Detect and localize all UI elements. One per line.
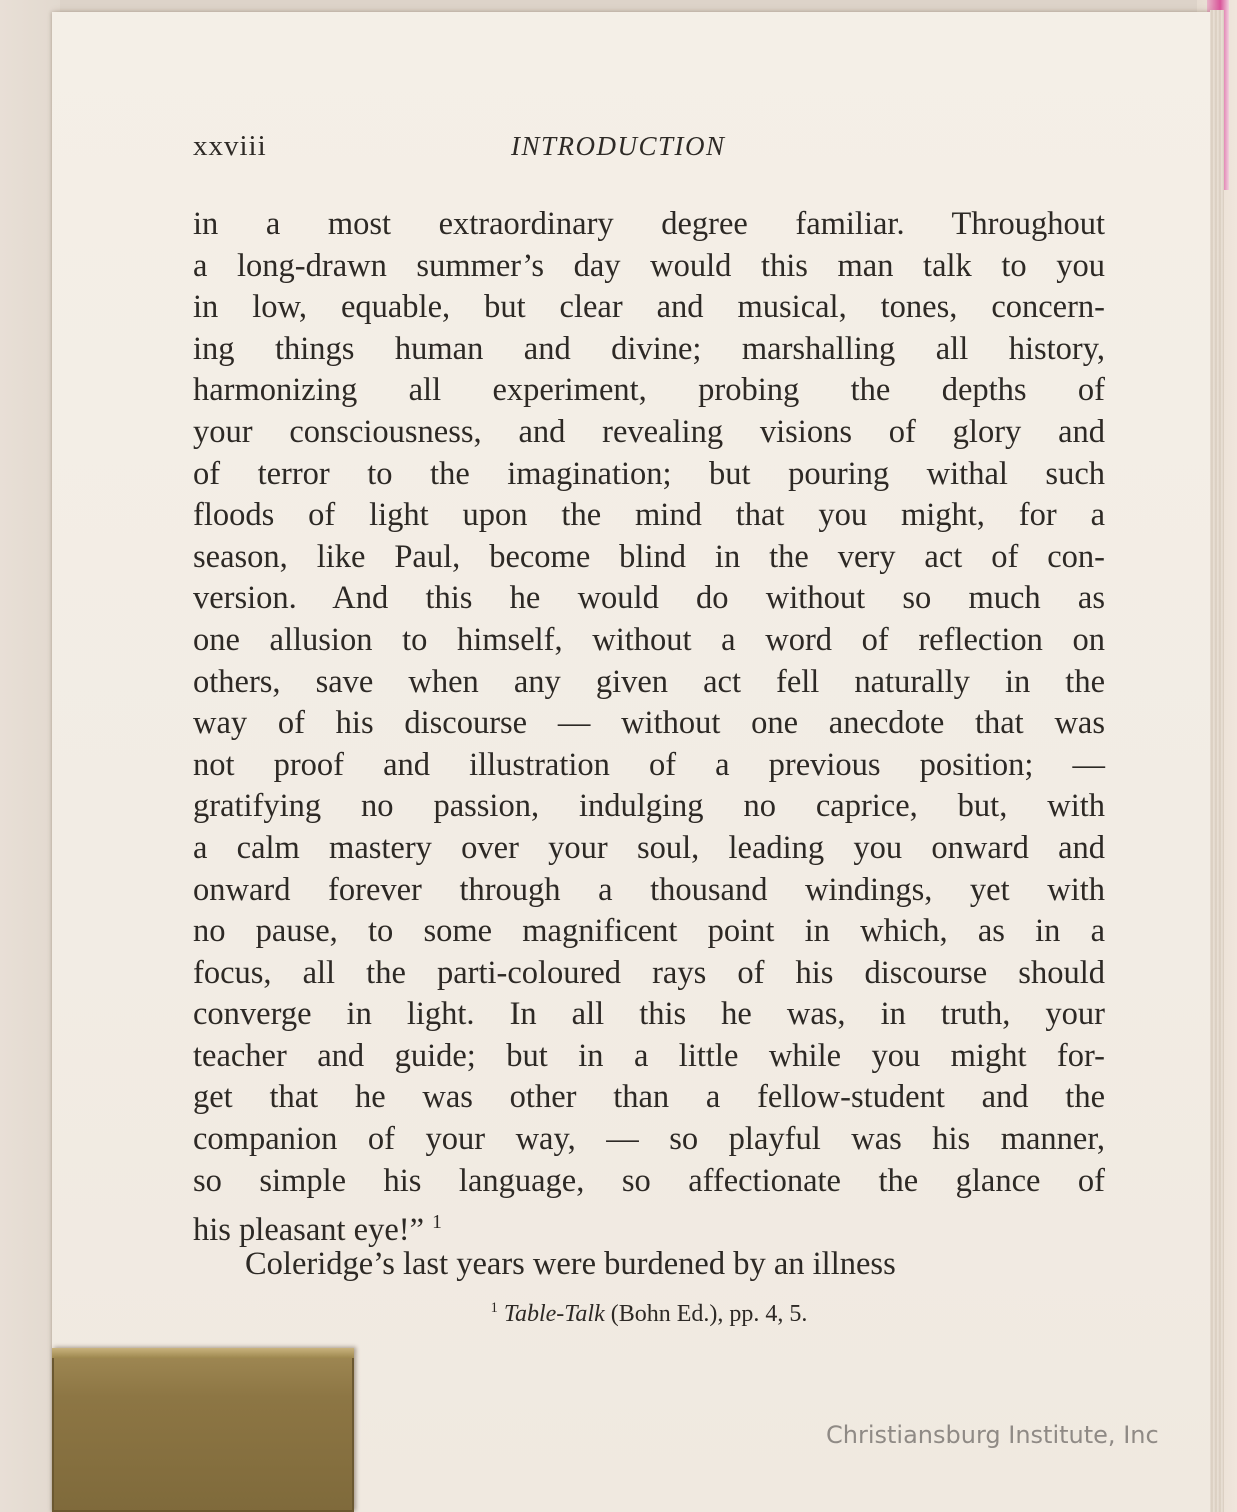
text-line: in low, equable, but clear and musical, tones, concern- — [193, 289, 1105, 326]
text-line: season, like Paul, become blind in the very act of con- — [193, 538, 1105, 575]
text-line: get that he was other than a fellow-student and the — [193, 1079, 1105, 1116]
text-line: teacher and guide; but in a little while you might for- — [193, 1037, 1105, 1074]
footnote — [193, 1300, 1105, 1328]
page-number: xxviii — [193, 130, 267, 162]
watermark: Christiansburg Institute, Inc — [826, 1421, 1159, 1449]
text-line: companion of your way, — so playful was his manner, — [193, 1121, 1105, 1158]
text-line: focus, all the parti-coloured rays of his discourse should — [193, 954, 1105, 991]
footnote-reference: 1 — [432, 1212, 442, 1234]
text-line: onward forever through a thousand windings, yet with — [193, 871, 1105, 908]
text-line: others, save when any given act fell naturally in the — [193, 663, 1105, 700]
page-stack-edge — [1210, 10, 1224, 1512]
text-line: of terror to the imagination; but pouring withal such — [193, 455, 1105, 492]
text-line: ing things human and divine; marshalling all history, — [193, 330, 1105, 367]
brass-holder-edge — [52, 1348, 354, 1358]
text-line: a long-drawn summer’s day would this man talk to you — [193, 247, 1105, 284]
quote-end: his pleasant eye!” — [193, 1212, 425, 1249]
brass-page-holder — [52, 1348, 354, 1512]
footnote-marker: 1 — [490, 1300, 498, 1316]
text-line: your consciousness, and revealing visions of glory and — [193, 413, 1105, 450]
text-line: converge in light. In all this he was, in truth, your — [193, 996, 1105, 1033]
text-line: harmonizing all experiment, probing the depths of — [193, 372, 1105, 409]
text-line: no pause, to some magnificent point in which, as in a — [193, 913, 1105, 950]
text-line: way of his discourse — without one anecdote that was — [193, 705, 1105, 742]
footnote-title: Table-Talk — [503, 1301, 605, 1327]
text-line: version. And this he would do without so much as — [193, 580, 1105, 617]
text-line: a calm mastery over your soul, leading you onward and — [193, 829, 1105, 866]
text-line: not proof and illustration of a previous position; — — [193, 746, 1105, 783]
text-line: floods of light upon the mind that you might, for a — [193, 497, 1105, 534]
text-line: in a most extraordinary degree familiar. Throughout — [193, 206, 1105, 242]
text-line: one allusion to himself, without a word of reflection on — [193, 621, 1105, 658]
text-line: gratifying no passion, indulging no caprice, but, with — [193, 788, 1105, 825]
running-head — [193, 130, 1093, 170]
footnote-citation: (Bohn Ed.), pp. 4, 5. — [604, 1301, 808, 1327]
paragraph-start: Coleridge’s last years were burdened by an illness — [245, 1245, 896, 1282]
chapter-title: INTRODUCTION — [511, 131, 726, 161]
text-line: so simple his language, so affectionate the glance of — [193, 1162, 1105, 1199]
text-line-final — [193, 1202, 1105, 1249]
body-text — [193, 204, 1105, 1285]
background-left — [0, 0, 60, 1512]
